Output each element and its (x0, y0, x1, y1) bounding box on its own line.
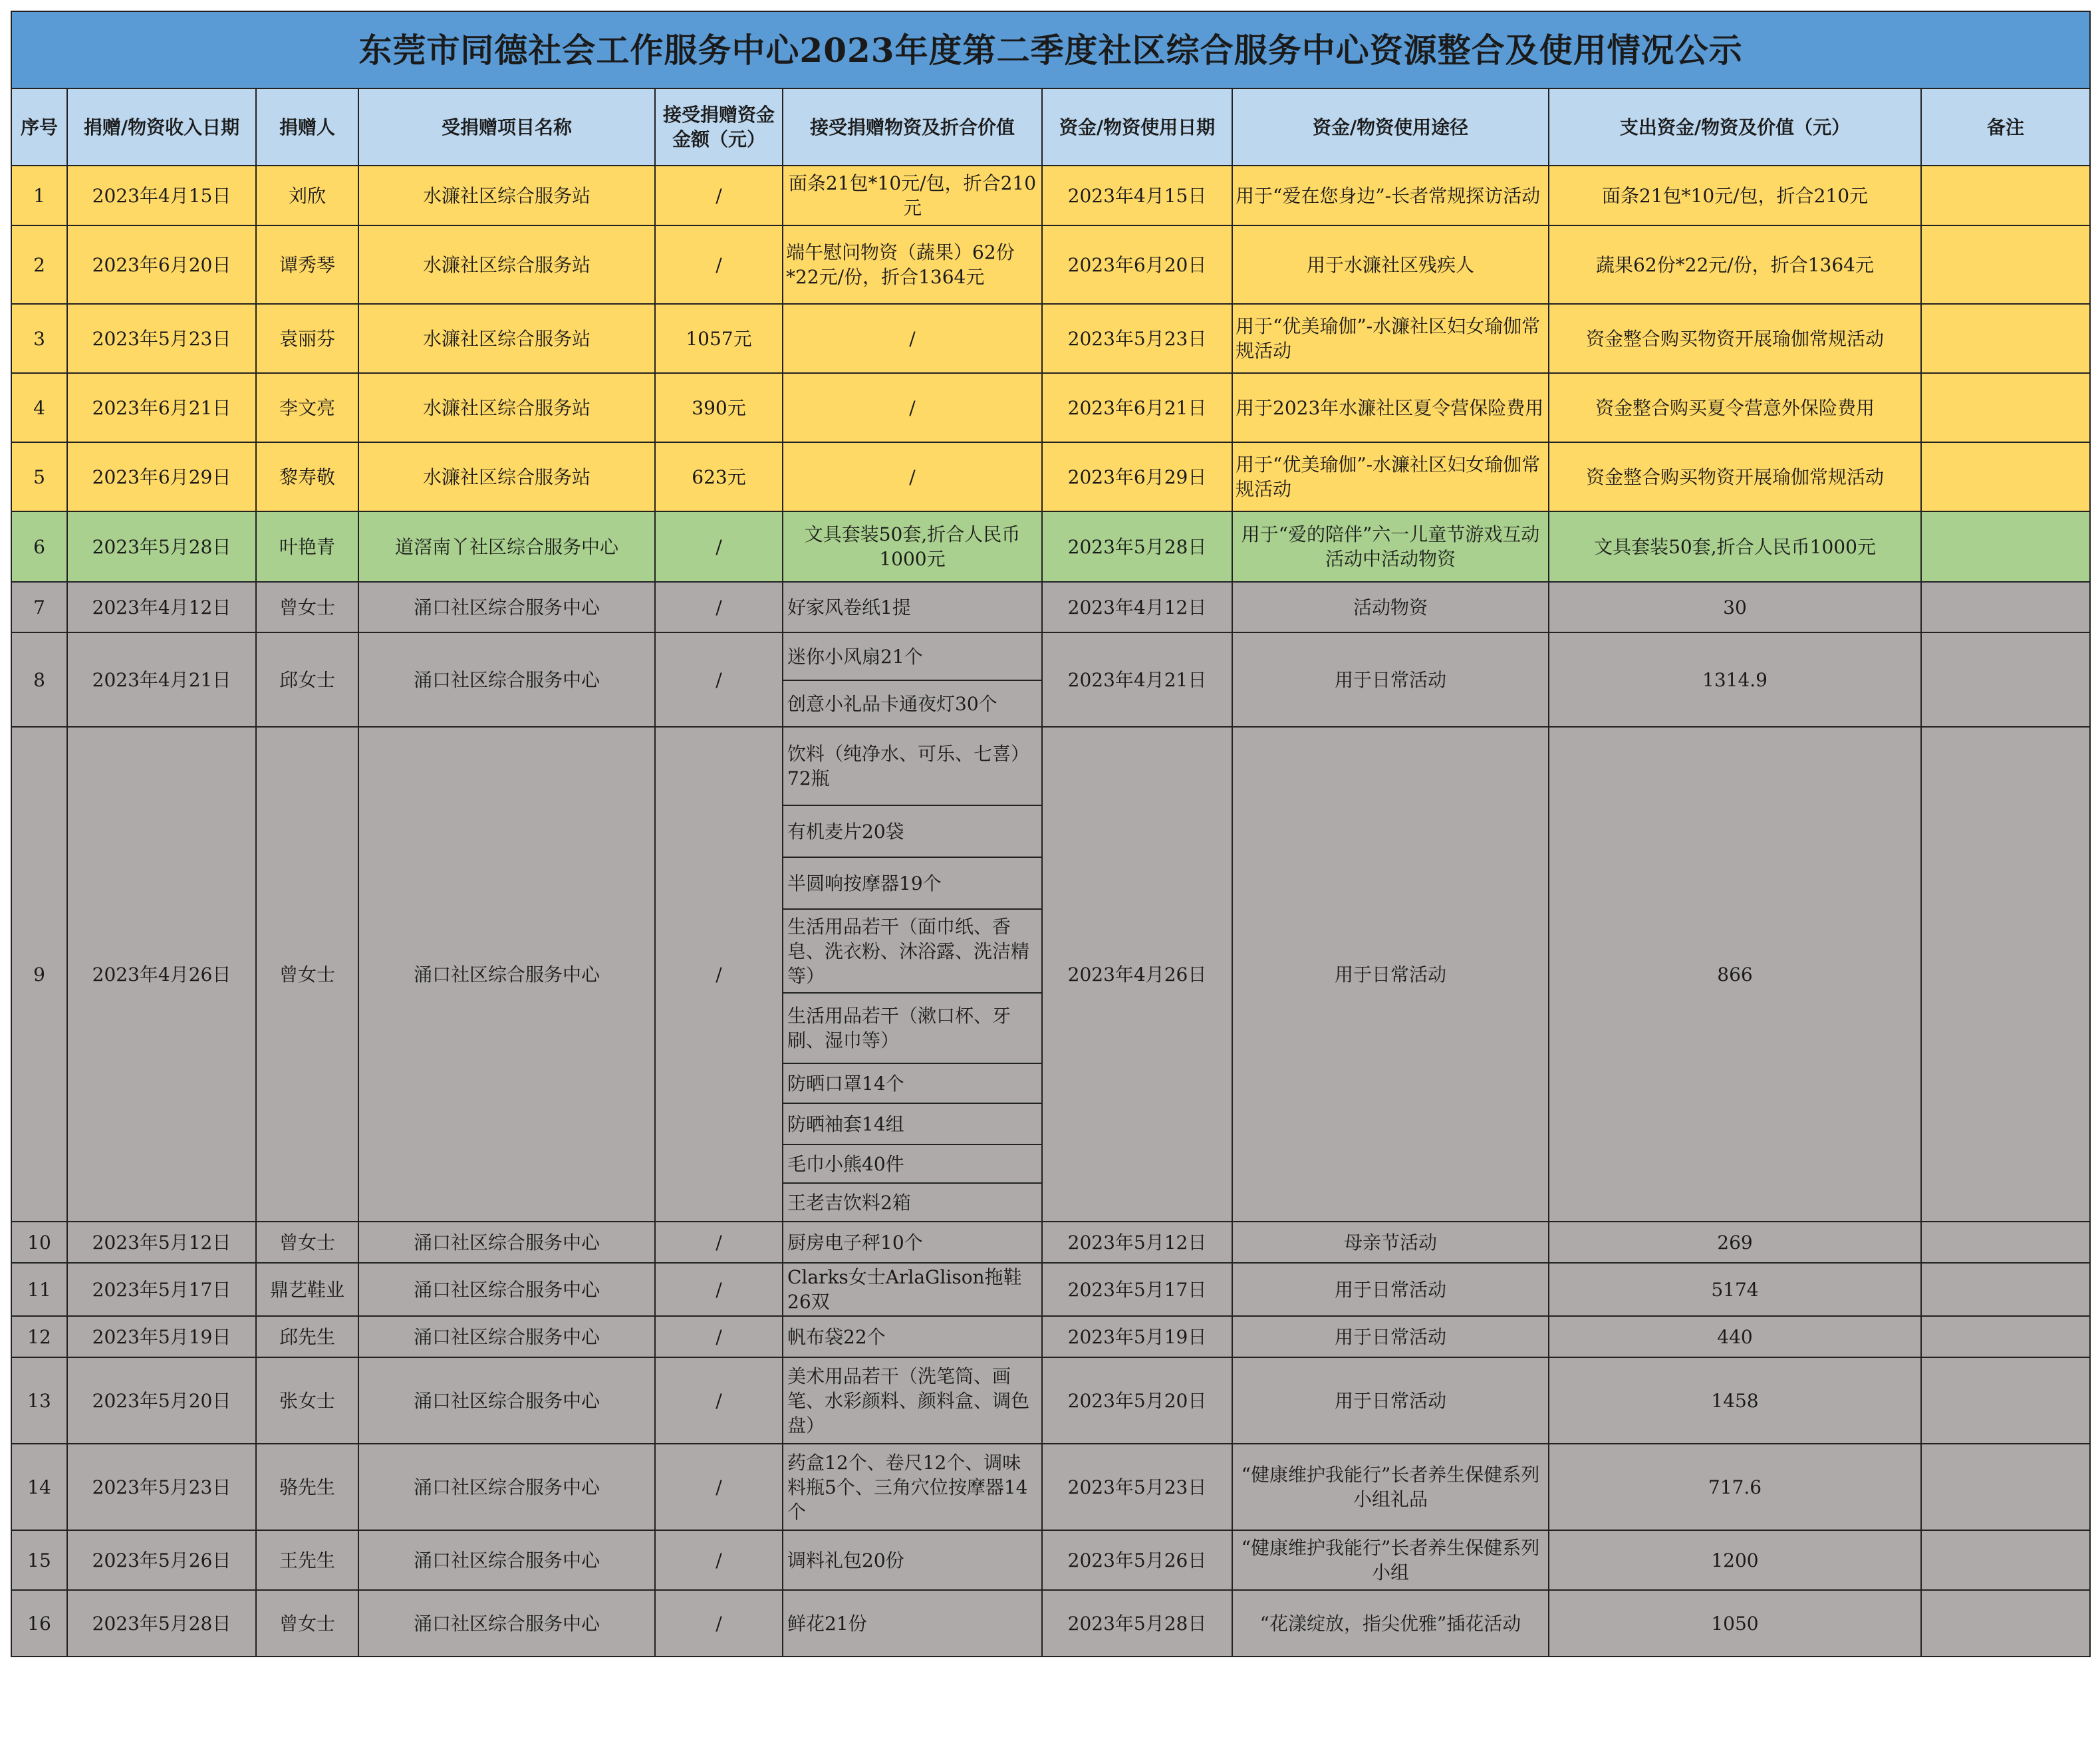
row-date-in: 2023年6月21日 (67, 373, 256, 442)
header-date-use: 资金/物资使用日期 (1042, 88, 1232, 166)
row-project: 水濂社区综合服务站 (358, 373, 655, 442)
row-remark (1921, 373, 2090, 442)
row-expense: 1458 (1549, 1357, 1921, 1444)
row-date-use: 2023年5月17日 (1042, 1263, 1232, 1316)
row-expense: 5174 (1549, 1263, 1921, 1316)
row-goods-item: 调料礼包20份 (783, 1530, 1042, 1590)
row-usage: 用于日常活动 (1232, 1357, 1549, 1444)
row-seq: 5 (11, 442, 67, 511)
row-date-use: 2023年5月28日 (1042, 511, 1232, 582)
row-date-in: 2023年5月23日 (67, 304, 256, 373)
row-goods-item: 厨房电子秤10个 (783, 1222, 1042, 1263)
row-date-use: 2023年4月21日 (1042, 632, 1232, 727)
row-goods-item: 防晒口罩14个 (783, 1063, 1042, 1103)
row-date-in: 2023年5月23日 (67, 1444, 256, 1530)
row-money: / (655, 1530, 783, 1590)
row-seq: 6 (11, 511, 67, 582)
row-expense: 蔬果62份*22元/份，折合1364元 (1549, 225, 1921, 304)
row-usage: 用于“爱的陪伴”六一儿童节游戏互动活动中活动物资 (1232, 511, 1549, 582)
row-usage: 用于水濂社区残疾人 (1232, 225, 1549, 304)
table-row (11, 632, 2090, 680)
table-row (11, 373, 2090, 442)
row-project: 涌口社区综合服务中心 (358, 1357, 655, 1444)
row-remark (1921, 1357, 2090, 1444)
row-goods-item: 半圆响按摩器19个 (783, 857, 1042, 909)
row-money: / (655, 1316, 783, 1357)
row-donor: 王先生 (256, 1530, 358, 1590)
header-goods: 接受捐赠物资及折合价值 (783, 88, 1042, 166)
row-project: 涌口社区综合服务中心 (358, 727, 655, 1222)
row-money: / (655, 1222, 783, 1263)
row-project: 涌口社区综合服务中心 (358, 1222, 655, 1263)
row-expense: 440 (1549, 1316, 1921, 1357)
row-money: 390元 (655, 373, 783, 442)
row-date-in: 2023年5月20日 (67, 1357, 256, 1444)
row-donor: 鼎艺鞋业 (256, 1263, 358, 1316)
row-goods-item: 毛巾小熊40件 (783, 1144, 1042, 1183)
row-project: 涌口社区综合服务中心 (358, 632, 655, 727)
row-seq: 4 (11, 373, 67, 442)
row-date-in: 2023年5月19日 (67, 1316, 256, 1357)
row-goods-item: / (783, 304, 1042, 373)
table-row (11, 225, 2090, 304)
header-remark: 备注 (1921, 88, 2090, 166)
row-donor: 骆先生 (256, 1444, 358, 1530)
row-project: 水濂社区综合服务站 (358, 166, 655, 225)
row-goods-item: 端午慰问物资（蔬果）62份*22元/份，折合1364元 (783, 225, 1042, 304)
row-donor: 曾女士 (256, 1590, 358, 1657)
row-donor: 邱先生 (256, 1316, 358, 1357)
row-remark (1921, 511, 2090, 582)
row-goods-item: 生活用品若干（面巾纸、香皂、洗衣粉、沐浴露、洗洁精等） (783, 909, 1042, 993)
row-donor: 曾女士 (256, 582, 358, 632)
row-remark (1921, 1316, 2090, 1357)
row-project: 道滘南丫社区综合服务中心 (358, 511, 655, 582)
row-goods-item: 面条21包*10元/包，折合210元 (783, 166, 1042, 225)
row-seq: 15 (11, 1530, 67, 1590)
row-goods-item: Clarks女士ArlaGlison拖鞋26双 (783, 1263, 1042, 1316)
row-money: 1057元 (655, 304, 783, 373)
row-remark (1921, 727, 2090, 1222)
row-seq: 9 (11, 727, 67, 1222)
row-project: 水濂社区综合服务站 (358, 442, 655, 511)
row-date-use: 2023年5月23日 (1042, 1444, 1232, 1530)
row-goods-item: 鲜花21份 (783, 1590, 1042, 1657)
row-money: 623元 (655, 442, 783, 511)
row-money: / (655, 1590, 783, 1657)
row-date-in: 2023年5月12日 (67, 1222, 256, 1263)
row-money: / (655, 225, 783, 304)
table-row (11, 442, 2090, 511)
row-project: 涌口社区综合服务中心 (358, 1530, 655, 1590)
row-seq: 14 (11, 1444, 67, 1530)
page-title: 东莞市同德社会工作服务中心2023年度第二季度社区综合服务中心资源整合及使用情况公示 (11, 11, 2090, 88)
row-project: 涌口社区综合服务中心 (358, 582, 655, 632)
table-row (11, 1357, 2090, 1444)
row-donor: 邱女士 (256, 632, 358, 727)
row-remark (1921, 632, 2090, 727)
row-usage: 用于“优美瑜伽”-水濂社区妇女瑜伽常规活动 (1232, 304, 1549, 373)
row-expense: 717.6 (1549, 1444, 1921, 1530)
row-money: / (655, 632, 783, 727)
row-date-in: 2023年5月17日 (67, 1263, 256, 1316)
row-donor: 袁丽芬 (256, 304, 358, 373)
row-money: / (655, 1357, 783, 1444)
row-expense: 269 (1549, 1222, 1921, 1263)
row-seq: 8 (11, 632, 67, 727)
row-date-in: 2023年4月15日 (67, 166, 256, 225)
table-row (11, 1316, 2090, 1357)
row-date-in: 2023年5月28日 (67, 511, 256, 582)
row-expense: 1200 (1549, 1530, 1921, 1590)
row-donor: 黎寿敬 (256, 442, 358, 511)
row-usage: “花漾绽放，指尖优雅”插花活动 (1232, 1590, 1549, 1657)
table-row (11, 1590, 2090, 1657)
header-project: 受捐赠项目名称 (358, 88, 655, 166)
row-date-use: 2023年6月29日 (1042, 442, 1232, 511)
header-money: 接受捐赠资金金额（元） (655, 88, 783, 166)
row-remark (1921, 304, 2090, 373)
table-row (11, 1444, 2090, 1530)
table-row (11, 1530, 2090, 1590)
row-remark (1921, 1263, 2090, 1316)
row-money: / (655, 511, 783, 582)
row-usage: “健康维护我能行”长者养生保健系列小组礼品 (1232, 1444, 1549, 1530)
row-date-use: 2023年4月12日 (1042, 582, 1232, 632)
row-seq: 13 (11, 1357, 67, 1444)
row-date-in: 2023年5月28日 (67, 1590, 256, 1657)
row-date-use: 2023年4月15日 (1042, 166, 1232, 225)
header-donor: 捐赠人 (256, 88, 358, 166)
row-expense: 面条21包*10元/包，折合210元 (1549, 166, 1921, 225)
row-goods-item: 美术用品若干（洗笔筒、画笔、水彩颜料、颜料盒、调色盘） (783, 1357, 1042, 1444)
row-remark (1921, 225, 2090, 304)
row-project: 涌口社区综合服务中心 (358, 1444, 655, 1530)
table-row (11, 582, 2090, 632)
row-goods-item: 帆布袋22个 (783, 1316, 1042, 1357)
row-goods-item: 饮料（纯净水、可乐、七喜）72瓶 (783, 727, 1042, 805)
row-usage: 用于日常活动 (1232, 1316, 1549, 1357)
row-date-use: 2023年5月26日 (1042, 1530, 1232, 1590)
row-goods-item: 迷你小风扇21个 (783, 632, 1042, 680)
row-goods-item: 防晒袖套14组 (783, 1103, 1042, 1144)
header-usage: 资金/物资使用途径 (1232, 88, 1549, 166)
row-goods-item: 王老吉饮料2箱 (783, 1183, 1042, 1222)
row-money: / (655, 727, 783, 1222)
row-remark (1921, 582, 2090, 632)
row-project: 水濂社区综合服务站 (358, 304, 655, 373)
row-date-in: 2023年4月12日 (67, 582, 256, 632)
row-date-use: 2023年6月20日 (1042, 225, 1232, 304)
row-date-use: 2023年5月23日 (1042, 304, 1232, 373)
table-row (11, 304, 2090, 373)
row-date-in: 2023年4月26日 (67, 727, 256, 1222)
row-project: 水濂社区综合服务站 (358, 225, 655, 304)
row-seq: 11 (11, 1263, 67, 1316)
row-money: / (655, 166, 783, 225)
row-seq: 12 (11, 1316, 67, 1357)
row-donor: 张女士 (256, 1357, 358, 1444)
row-date-in: 2023年4月21日 (67, 632, 256, 727)
row-date-use: 2023年4月26日 (1042, 727, 1232, 1222)
row-expense: 1050 (1549, 1590, 1921, 1657)
row-project: 涌口社区综合服务中心 (358, 1590, 655, 1657)
row-seq: 16 (11, 1590, 67, 1657)
row-expense: 资金整合购买物资开展瑜伽常规活动 (1549, 304, 1921, 373)
row-money: / (655, 1263, 783, 1316)
row-usage: “健康维护我能行”长者养生保健系列小组 (1232, 1530, 1549, 1590)
table-row (11, 1263, 2090, 1316)
row-goods-item: 好家风卷纸1提 (783, 582, 1042, 632)
row-donor: 刘欣 (256, 166, 358, 225)
row-remark (1921, 1222, 2090, 1263)
table-row (11, 1222, 2090, 1263)
row-date-in: 2023年5月26日 (67, 1530, 256, 1590)
row-goods-item: 药盒12个、卷尺12个、调味料瓶5个、三角穴位按摩器14个 (783, 1444, 1042, 1530)
row-goods-item: / (783, 442, 1042, 511)
row-remark (1921, 1444, 2090, 1530)
row-usage: 用于“优美瑜伽”-水濂社区妇女瑜伽常规活动 (1232, 442, 1549, 511)
row-goods-item: 生活用品若干（漱口杯、牙刷、湿巾等） (783, 993, 1042, 1063)
table-row (11, 166, 2090, 225)
row-expense: 1314.9 (1549, 632, 1921, 727)
row-expense: 资金整合购买夏令营意外保险费用 (1549, 373, 1921, 442)
row-seq: 2 (11, 225, 67, 304)
row-usage: 用于日常活动 (1232, 1263, 1549, 1316)
table-row (11, 511, 2090, 582)
row-seq: 7 (11, 582, 67, 632)
row-project: 涌口社区综合服务中心 (358, 1316, 655, 1357)
header-seq: 序号 (11, 88, 67, 166)
row-goods-item: 有机麦片20袋 (783, 805, 1042, 857)
row-donor: 曾女士 (256, 727, 358, 1222)
row-expense: 866 (1549, 727, 1921, 1222)
row-donor: 叶艳青 (256, 511, 358, 582)
row-usage: 母亲节活动 (1232, 1222, 1549, 1263)
row-expense: 30 (1549, 582, 1921, 632)
row-remark (1921, 1590, 2090, 1657)
header-expense: 支出资金/物资及价值（元） (1549, 88, 1921, 166)
row-remark (1921, 166, 2090, 225)
row-seq: 10 (11, 1222, 67, 1263)
row-date-use: 2023年5月20日 (1042, 1357, 1232, 1444)
row-seq: 1 (11, 166, 67, 225)
row-usage: 用于“爱在您身边”-长者常规探访活动 (1232, 166, 1549, 225)
row-goods-item: / (783, 373, 1042, 442)
row-seq: 3 (11, 304, 67, 373)
header-date-in: 捐赠/物资收入日期 (67, 88, 256, 166)
row-project: 涌口社区综合服务中心 (358, 1263, 655, 1316)
row-remark (1921, 442, 2090, 511)
row-usage: 活动物资 (1232, 582, 1549, 632)
row-date-use: 2023年6月21日 (1042, 373, 1232, 442)
row-usage: 用于日常活动 (1232, 632, 1549, 727)
donation-sheet (11, 11, 2089, 1657)
header-row (11, 88, 2090, 166)
row-money: / (655, 582, 783, 632)
row-money: / (655, 1444, 783, 1530)
row-date-in: 2023年6月20日 (67, 225, 256, 304)
table-row (11, 727, 2090, 805)
row-remark (1921, 1530, 2090, 1590)
row-goods-item: 创意小礼品卡通夜灯30个 (783, 680, 1042, 727)
row-usage: 用于日常活动 (1232, 727, 1549, 1222)
row-expense: 文具套装50套,折合人民币1000元 (1549, 511, 1921, 582)
row-donor: 谭秀琴 (256, 225, 358, 304)
donation-table (11, 11, 2091, 1657)
row-donor: 曾女士 (256, 1222, 358, 1263)
row-usage: 用于2023年水濂社区夏令营保险费用 (1232, 373, 1549, 442)
row-expense: 资金整合购买物资开展瑜伽常规活动 (1549, 442, 1921, 511)
row-date-use: 2023年5月28日 (1042, 1590, 1232, 1657)
row-goods-item: 文具套装50套,折合人民币1000元 (783, 511, 1042, 582)
row-donor: 李文亮 (256, 373, 358, 442)
row-date-in: 2023年6月29日 (67, 442, 256, 511)
row-date-use: 2023年5月19日 (1042, 1316, 1232, 1357)
row-date-use: 2023年5月12日 (1042, 1222, 1232, 1263)
